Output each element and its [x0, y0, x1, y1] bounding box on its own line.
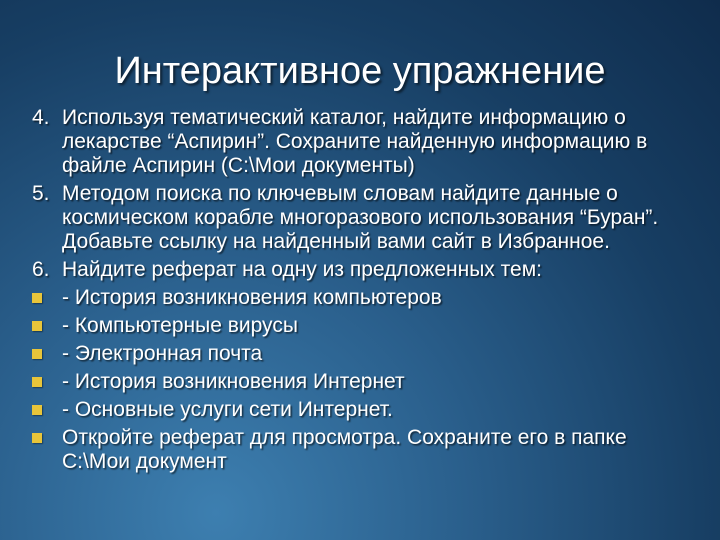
bullet-square-icon	[32, 398, 62, 422]
bullet-item	[32, 398, 700, 422]
list-item-text: Найдите реферат на одну из предложенных тем:	[62, 258, 542, 281]
bullet-item	[32, 314, 700, 338]
slide-content	[32, 106, 700, 478]
list-number: 6.	[32, 258, 50, 281]
bullet-square-icon	[32, 286, 62, 310]
bullet-square-icon	[32, 342, 62, 366]
slide-title: Интерактивное упражнение	[114, 50, 606, 92]
list-item-5	[32, 182, 700, 254]
bullet-square-icon	[32, 314, 62, 338]
bullet-square-icon	[32, 426, 62, 474]
bullet-item-text: - История возникновения компьютеров	[62, 286, 442, 309]
bullet-item	[32, 370, 700, 394]
bullet-item-text: - Компьютерные вирусы	[62, 314, 298, 337]
list-item-text: Используя тематический каталог, найдите информацию о лекарстве “Аспирин”. Сохраните найденную информацию в файле Аспирин (C:\Мои документы)	[62, 106, 648, 177]
bullet-square-icon	[32, 370, 62, 394]
list-item-text: Методом поиска по ключевым словам найдите данные о космическом корабле многоразового использования “Буран”. Добавьте ссылку на найденный вами сайт в Избранное.	[62, 182, 659, 253]
bullet-item	[32, 342, 700, 366]
bullet-item	[32, 286, 700, 310]
list-number: 5.	[32, 182, 50, 205]
bullet-item-text: - Электронная почта	[62, 342, 263, 365]
list-item-4	[32, 106, 700, 178]
bullet-item-text: - Основные услуги сети Интернет.	[62, 398, 393, 421]
bullet-item-text: Откройте реферат для просмотра. Сохраните его в папке С:\Мои документ	[62, 426, 627, 473]
list-number: 4.	[32, 106, 50, 129]
bullet-item	[32, 426, 700, 474]
bullet-item-text: - История возникновения Интернет	[62, 370, 405, 393]
list-item-6	[32, 258, 700, 282]
